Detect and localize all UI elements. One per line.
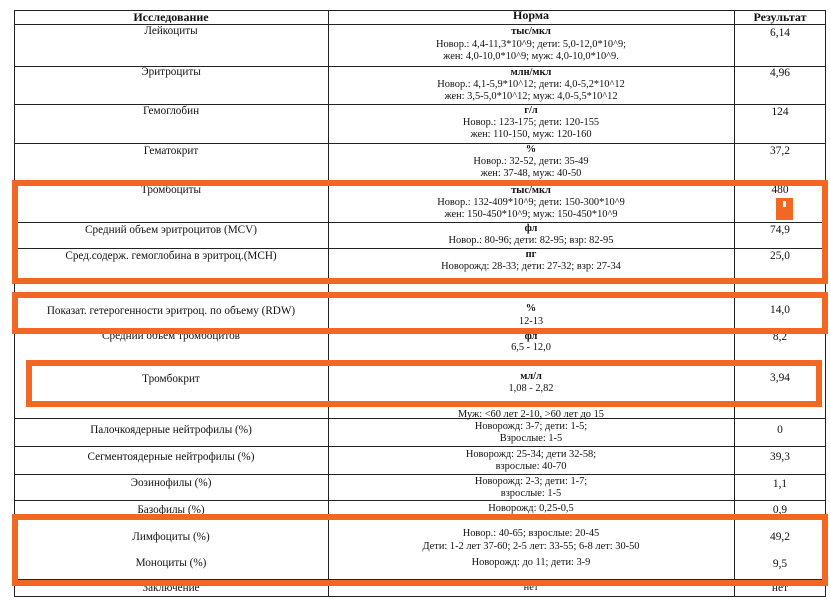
norm-range: жен: 110-150, муж: 120-160 (470, 129, 592, 140)
norm-range: Новорожд: 2-3; дети: 1-7; (474, 476, 588, 487)
norm-range: Новор.: 4,4-11,3*10^9; дети: 5,0-12,0*10^9; (435, 39, 627, 50)
norm-range: жен: 4,0-10,0*10^9; муж: 4,0-10,0*10^9. (443, 51, 619, 62)
norm-range: Новорожд: 25-34; дети 32-58; (465, 449, 597, 460)
norm-range: Новор.: 80-96; дети: 82-95; взр: 82-95 (448, 235, 614, 246)
result-value: 4,96 (770, 67, 790, 79)
grid-line (14, 446, 826, 447)
norm-unit: фл (524, 223, 538, 234)
norm-range: взрослые: 40-70 (495, 461, 567, 472)
norm-range: жен: 37-48, муж: 40-50 (480, 168, 582, 179)
norm-unit: тыс/мкл (511, 185, 551, 196)
norm-unit: тыс/мкл (511, 26, 551, 37)
highlight-box-lymphocytes-monocytes (12, 514, 828, 586)
result-value: 3,94 (770, 372, 790, 384)
norm-range: Новор.: 132-409*10^9; дети: 150-300*10^9 (437, 197, 625, 208)
result-value: 74,9 (770, 224, 790, 236)
test-name: Палочкоядерные нейтрофилы (%) (90, 424, 252, 436)
norm-unit: % (525, 144, 537, 155)
norm-unit: фл (524, 331, 538, 342)
norm-range: Новорожд: до 11; дети: 3-9 (471, 557, 591, 568)
test-name: Показат. гетерогенности эритроц. по объему (RDW) (46, 305, 296, 317)
norm-range: 6,5 - 12,0 (511, 342, 551, 353)
result-value: 0,9 (772, 504, 788, 516)
column-header-test: Исследование (133, 10, 209, 24)
grid-line (14, 474, 826, 475)
norm-range: жен: 150-450*10^9; муж: 150-450*10^9 (444, 209, 618, 220)
norm-range: Взрослые: 1-5 (499, 433, 563, 444)
norm-range: Муж: <60 лет 2-10, >60 лет до 15 (458, 409, 604, 420)
result-value: 37,2 (770, 145, 790, 157)
test-name: Тромбоциты (140, 184, 202, 196)
result-value: 8,2 (772, 331, 788, 343)
test-name: Базофилы (%) (137, 504, 205, 516)
test-name: Эритроциты (141, 66, 201, 78)
norm-unit: % (525, 303, 537, 314)
norm-range: Дети: 1-2 лет 37-60; 2-5 лет: 33-55; 6-8 лет: 30-50 (422, 541, 640, 552)
norm-range: Новор.: 123-175; дети: 120-155 (462, 117, 600, 128)
norm-range: жен: 3,5-5,0*10^12; муж: 4,0-5,5*10^12 (444, 91, 618, 102)
result-value: 39,3 (770, 451, 790, 463)
result-value: 124 (771, 106, 789, 118)
norm-range: Новорожд: 28-33; дети: 27-32; взр: 27-34 (441, 261, 621, 272)
norm-unit: млн/мкл (510, 67, 552, 78)
result-value: 9,5 (772, 558, 788, 570)
norm-unit: г/л (524, 105, 538, 116)
highlight-marker (776, 198, 793, 220)
norm-range: Новорожд: 3-7; дети: 1-5; (474, 421, 588, 432)
result-value: 6,14 (770, 27, 790, 39)
highlight-box-rdw (12, 292, 828, 334)
column-header-norm: Норма (513, 8, 549, 22)
test-name: Тромбокрит (142, 373, 200, 385)
test-name: Гематокрит (143, 145, 199, 157)
test-name: Моноциты (%) (135, 557, 207, 569)
norm-range: Новорожд: 0,25-0,5 (488, 503, 574, 514)
norm-range: взрослые: 1-5 (500, 488, 562, 499)
highlight-box-thrombocrit (26, 360, 822, 407)
grid-line (14, 500, 826, 501)
norm-range: нет (523, 582, 539, 593)
norm-range: 1,08 - 2,82 (508, 383, 554, 394)
norm-range: Новор.: 4,1-5,9*10^12; дети: 4,0-5,2*10^12 (437, 79, 625, 90)
test-name: Сред.содерж. гемоглобина в эритроц.(MCH) (65, 250, 277, 262)
test-name: Эозинофилы (%) (130, 477, 212, 489)
norm-unit: мл/л (520, 371, 542, 382)
grid-line (14, 596, 826, 597)
highlight-box-platelets-mcv-mch (12, 180, 828, 284)
norm-range: 12-13 (518, 316, 544, 327)
test-name: Лимфоциты (%) (132, 531, 210, 543)
result-value: 14,0 (770, 304, 790, 316)
test-name: Средний объем тромбоцитов (102, 330, 240, 342)
result-value: 49,2 (770, 531, 790, 543)
result-value: 1,1 (772, 478, 788, 490)
test-name: Лейкоциты (144, 25, 198, 37)
column-header-result: Результат (753, 10, 807, 24)
result-value: 480 (771, 184, 789, 196)
test-name: Средний объем эритроцитов (MCV) (85, 224, 257, 236)
test-name: Сегментоядерные нейтрофилы (%) (87, 451, 255, 463)
test-name: Гемоглобин (142, 105, 200, 117)
result-value: 25,0 (770, 250, 790, 262)
norm-range: Новор.: 40-65; взрослые: 20-45 (462, 528, 600, 539)
result-value: нет (771, 582, 789, 594)
norm-range: Новор.: 32-52, дети: 35-49 (473, 156, 589, 167)
result-value: 0 (777, 424, 783, 436)
test-name: Заключение (142, 582, 200, 594)
norm-unit: пг (525, 249, 537, 260)
